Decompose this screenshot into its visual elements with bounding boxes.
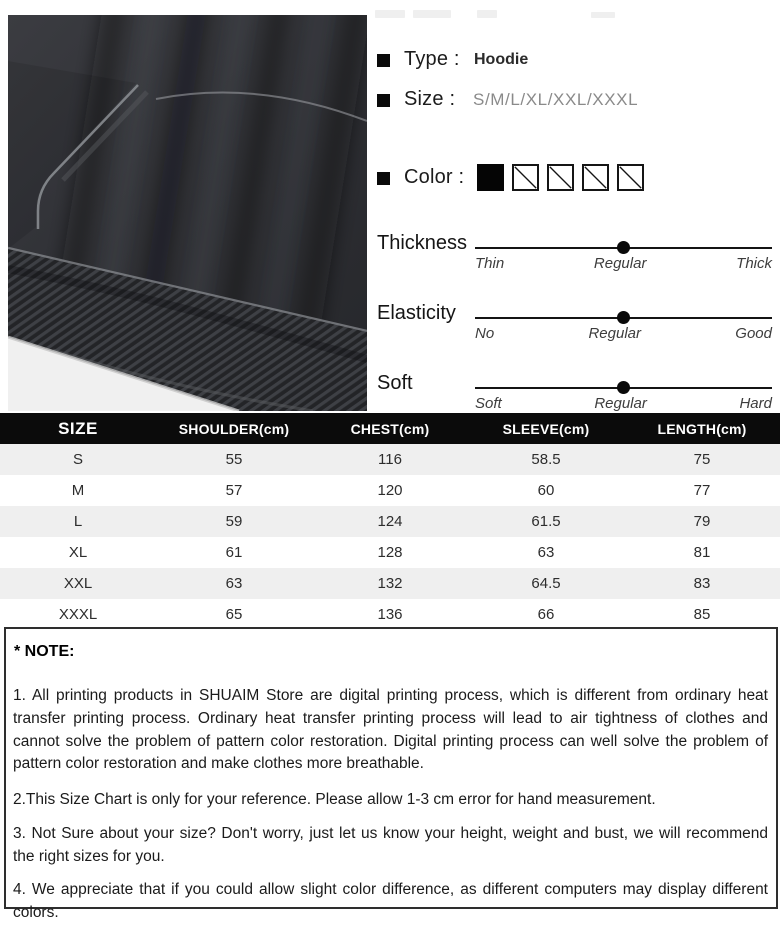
scale-mid: Regular — [588, 325, 641, 342]
slider-scale-labels — [475, 395, 772, 412]
elasticity-slider — [374, 302, 780, 358]
column-header: SLEEVE(cm) — [468, 413, 624, 444]
column-header: SHOULDER(cm) — [156, 413, 312, 444]
size-value: S/M/L/XL/XXL/XXXL — [473, 90, 639, 109]
diagonal-line-icon — [584, 166, 607, 189]
table-row — [0, 568, 780, 599]
table-cell: 65 — [225, 606, 243, 623]
scale-left: Thin — [475, 255, 505, 272]
size-chart-table — [0, 413, 780, 630]
note-heading: * NOTE: — [14, 643, 75, 660]
diagonal-line-icon — [619, 166, 642, 189]
table-cell: 124 — [312, 506, 468, 537]
table-cell: 120 — [377, 482, 403, 499]
table-row — [0, 444, 780, 475]
color-label: Color : — [404, 166, 465, 188]
scale-right: Hard — [739, 395, 772, 412]
slider-scale-labels — [475, 255, 772, 272]
slider-track — [475, 387, 772, 389]
black-square-bullet-icon — [377, 172, 390, 185]
elasticity-label: Elasticity — [377, 302, 456, 324]
table-cell: 85 — [693, 606, 711, 623]
size-label: Size : — [404, 88, 456, 110]
table-row — [0, 506, 780, 537]
slider-scale-labels — [475, 325, 772, 342]
slider-dot — [617, 241, 630, 254]
table-cell: 75 — [624, 444, 780, 475]
table-cell: 66 — [537, 606, 555, 623]
note-item-2: 2.This Size Chart is only for your reference. Please allow 1-3 cm error for hand measurement. — [13, 791, 656, 809]
scale-left: No — [475, 325, 495, 342]
table-cell: 136 — [377, 606, 403, 623]
table-cell: 81 — [693, 544, 711, 561]
color-swatch-solid-black — [477, 164, 504, 191]
color-swatch-diagonal — [582, 164, 609, 191]
color-swatches — [477, 164, 644, 191]
column-header: LENGTH(cm) — [624, 413, 780, 444]
spec-panel — [374, 0, 780, 413]
table-cell: 128 — [377, 544, 403, 561]
table-cell: 60 — [537, 482, 555, 499]
table-cell: XXL — [0, 568, 156, 599]
thickness-label: Thickness — [377, 232, 468, 254]
table-cell: L — [0, 506, 156, 537]
table-cell: 79 — [624, 506, 780, 537]
table-cell: XL — [68, 544, 88, 561]
color-swatch-diagonal — [547, 164, 574, 191]
table-cell: 132 — [312, 568, 468, 599]
table-cell: 64.5 — [468, 568, 624, 599]
type-value: Hoodie — [474, 51, 529, 68]
soft-label: Soft — [377, 372, 413, 394]
table-cell: 63 — [156, 568, 312, 599]
slider-track — [475, 247, 772, 249]
scale-left: Soft — [475, 395, 502, 412]
table-row — [0, 537, 780, 568]
size-chart-body — [0, 444, 780, 630]
table-cell: S — [0, 444, 156, 475]
scale-mid: Regular — [594, 395, 647, 412]
table-cell: 58.5 — [468, 444, 624, 475]
note-box — [4, 627, 778, 922]
table-cell: 61 — [225, 544, 243, 561]
scale-mid: Regular — [593, 255, 647, 272]
table-cell: 59 — [156, 506, 312, 537]
column-header: SIZE — [0, 413, 156, 444]
scale-right: Thick — [736, 255, 772, 272]
type-label: Type : — [404, 48, 460, 70]
table-cell: 77 — [693, 482, 711, 499]
table-cell: 57 — [225, 482, 243, 499]
note-item-4: 4. We appreciate that if you could allow slight color difference, as different computers may display different colors. — [13, 881, 768, 922]
thickness-slider — [374, 232, 780, 288]
note-item-3: 3. Not Sure about your size? Don't worry, just let us know your height, weight and bust, we will recommend the right sizes for you. — [13, 824, 768, 865]
slider-dot — [617, 311, 630, 324]
slider-dot — [617, 381, 630, 394]
product-photo — [8, 15, 367, 411]
table-cell: 116 — [312, 444, 468, 475]
table-cell: 55 — [156, 444, 312, 475]
diagonal-line-icon — [514, 166, 537, 189]
table-cell: 83 — [624, 568, 780, 599]
table-cell: XXXL — [58, 606, 98, 623]
black-square-bullet-icon — [377, 94, 390, 107]
color-swatch-diagonal — [512, 164, 539, 191]
scale-right: Good — [735, 325, 772, 342]
size-chart-header-row — [0, 413, 780, 444]
table-cell: 63 — [537, 544, 555, 561]
hoodie-closeup-image — [8, 15, 367, 411]
table-row — [0, 475, 780, 506]
black-square-bullet-icon — [377, 54, 390, 67]
column-header: CHEST(cm) — [312, 413, 468, 444]
table-row — [0, 599, 780, 630]
slider-track — [475, 317, 772, 319]
color-swatch-diagonal — [617, 164, 644, 191]
note-item-1: 1. All printing products in SHUAIM Store are digital printing process, which is different from ordinary heat transfer printing process. Ordinary heat transfer printing process will lead to air tightness of clothes and cannot solve the problem of pattern color restoration. Digital printing process can well solve the problem of pattern color restoration and make clothes more breathable. — [13, 687, 768, 773]
table-cell: M — [71, 482, 85, 499]
diagonal-line-icon — [549, 166, 572, 189]
table-cell: 61.5 — [468, 506, 624, 537]
